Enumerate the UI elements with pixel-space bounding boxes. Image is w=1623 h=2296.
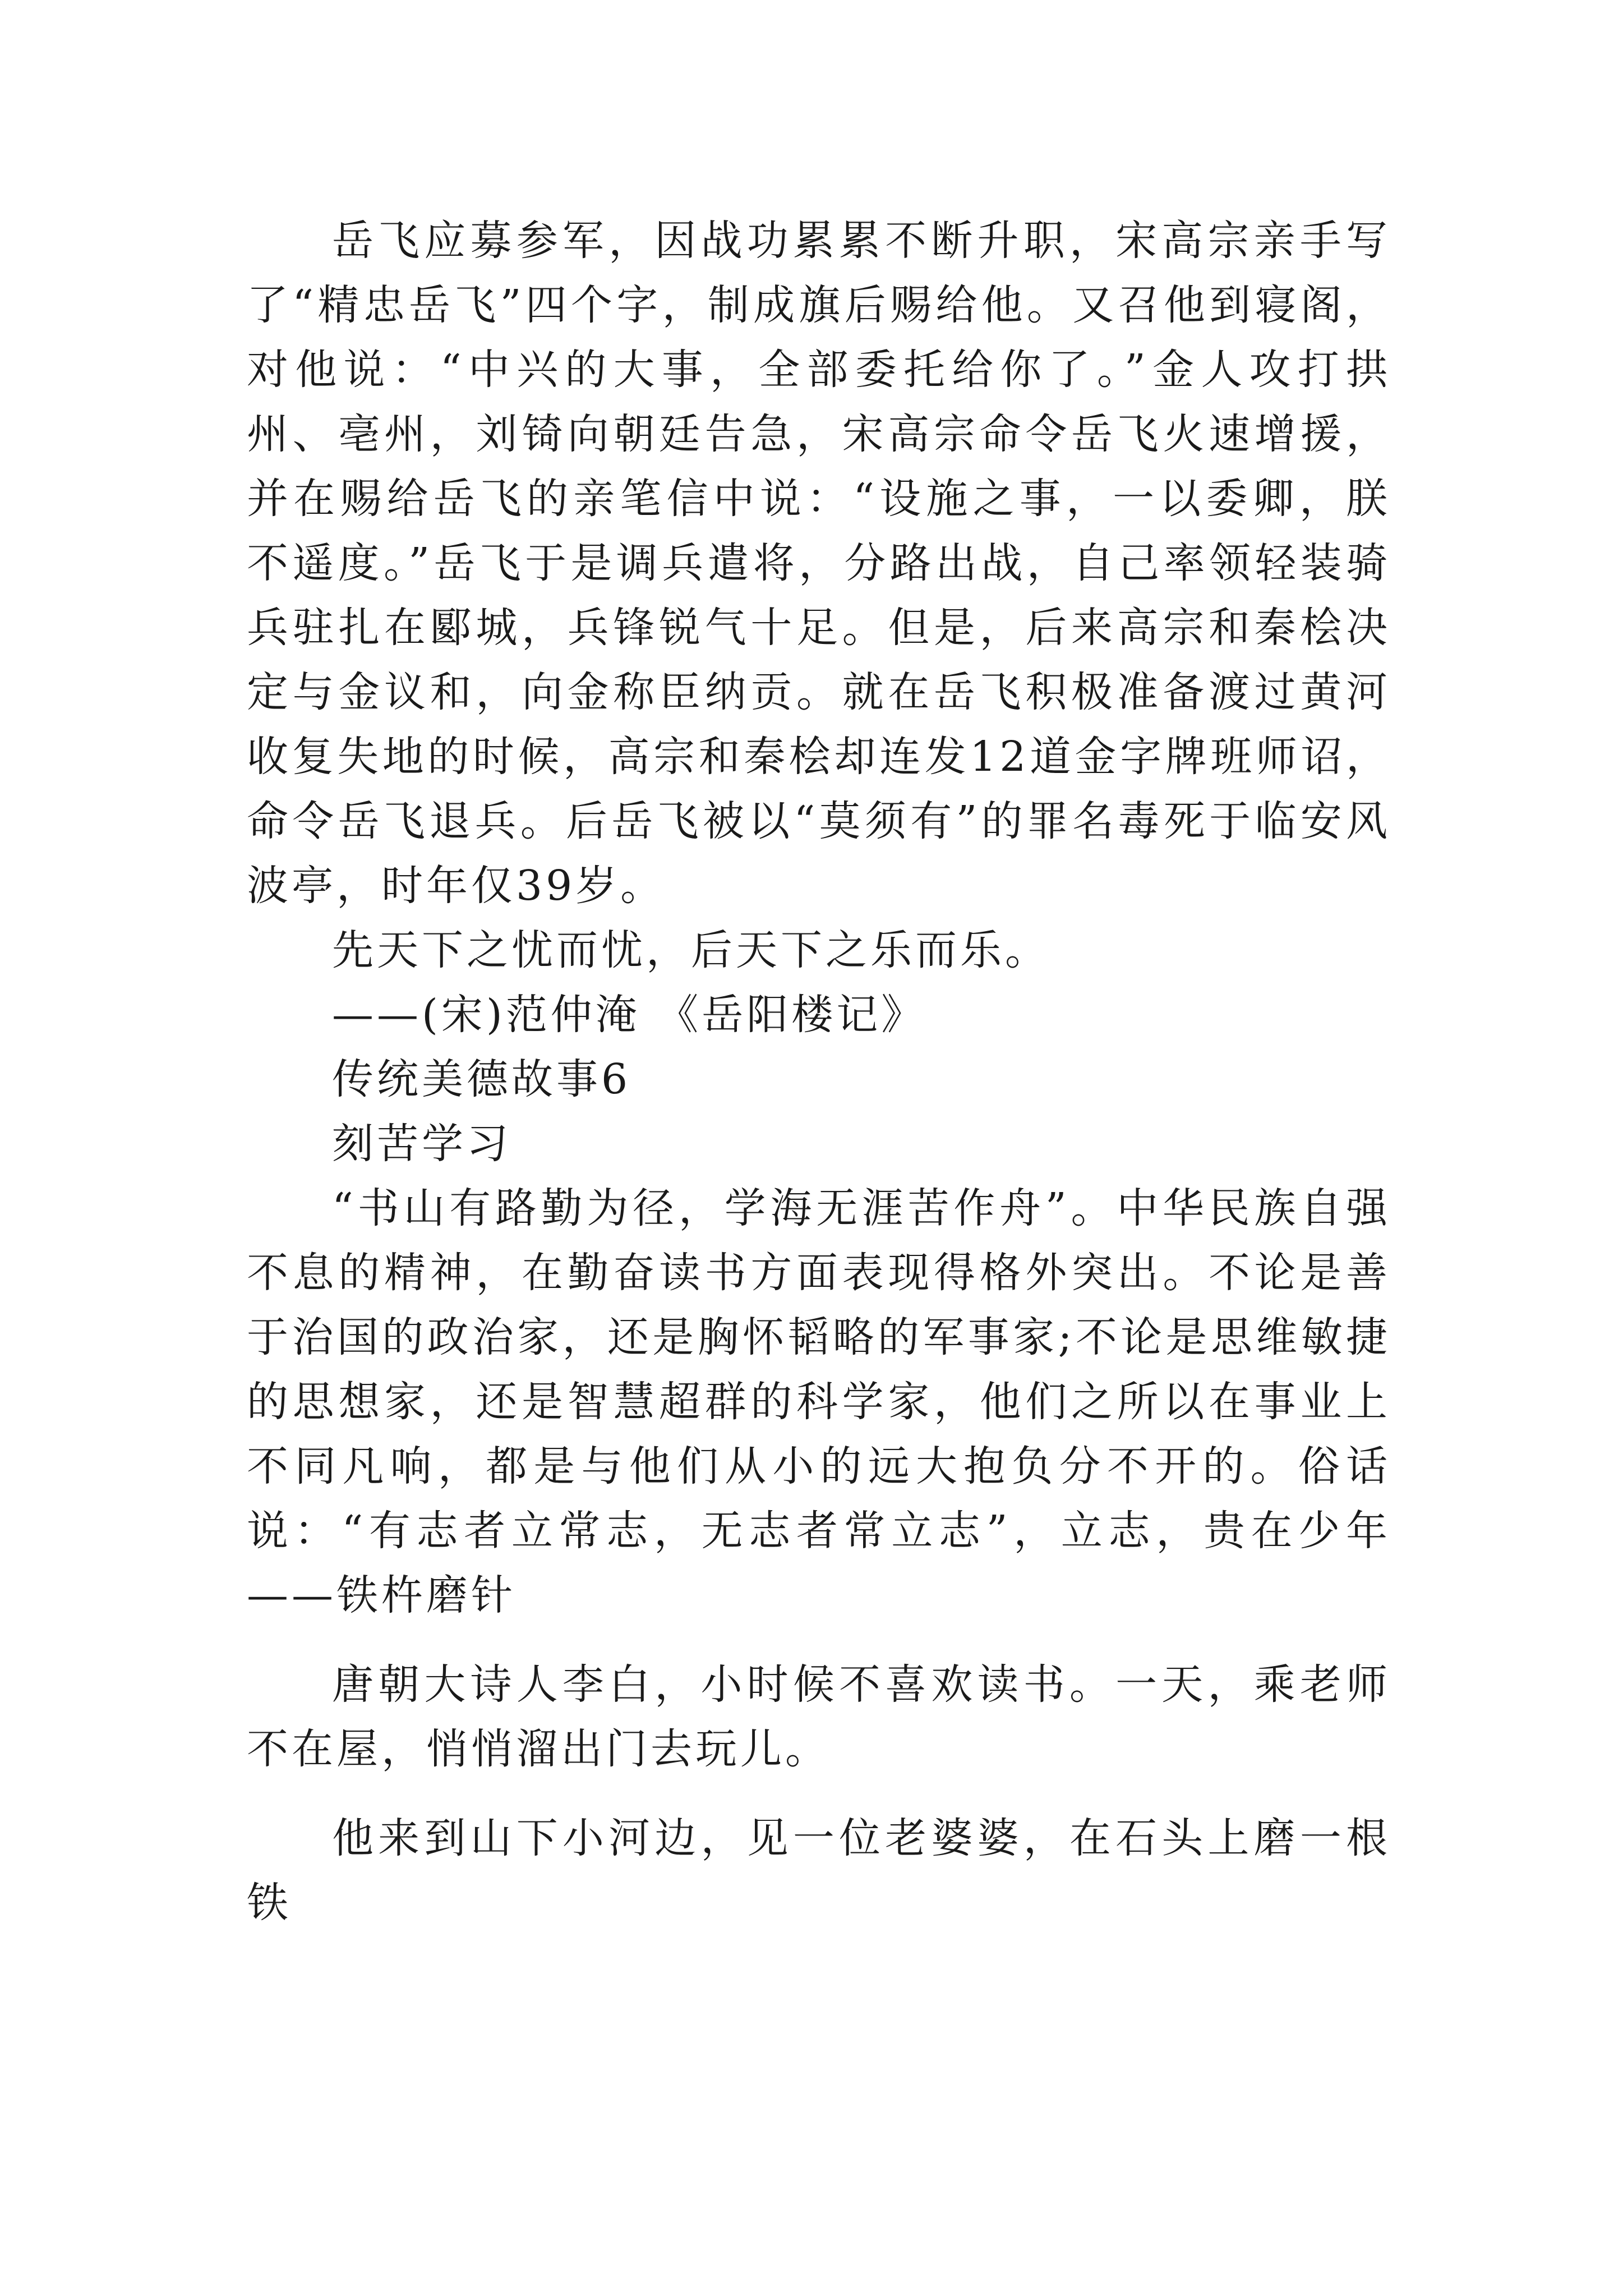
- paragraph-yuefei-story: 岳飞应募参军，因战功累累不断升职，宋高宗亲手写了“精忠岳飞”四个字，制成旗后赐给他。又召他到寝阁，对他说：“中兴的大事，全部委托给你了。”金人攻打拱州、亳州，刘锜向朝廷告急，宋高宗命令岳飞火速增援，并在赐给岳飞的亲笔信中说：“设施之事，一以委卿，朕不遥度。”岳飞于是调兵遣将，分路出战，自己率领轻装骑兵驻扎在郾城，兵锋锐气十足。但是，后来高宗和秦桧决定与金议和，向金称臣纳贡。就在岳飞积极准备渡过黄河收复失地的时候，高宗和秦桧却连发12道金字牌班师诏，命令岳飞退兵。后岳飞被以“莫须有”的罪名毒死于临安风波亭，时年仅39岁。: [247, 217, 1391, 910]
- section-subheading: 刻苦学习: [332, 1120, 511, 1168]
- paragraph-study-intro: “书山有路勤为径，学海无涯苦作舟”。中华民族自强不息的精神，在勤奋读书方面表现得格外突出。不论是善于治国的政治家，还是胸怀韬略的军事家;不论是思维敏捷的思想家，还是智慧超群的科学家，他们之所以在事业上不同凡响，都是与他们从小的远大抱负分不开的。俗话说：“有志者立常志，无志者常立志”，立志，贵在少年——铁杵磨针: [247, 1184, 1391, 1619]
- quote-line: 先天下之忧而忧，后天下之乐而乐。: [332, 926, 1050, 974]
- document-body: [247, 209, 1391, 1935]
- paragraph-libai-2: 他来到山下小河边，见一位老婆婆，在石头上磨一根铁: [247, 1814, 1391, 1927]
- section-heading: 传统美德故事6: [332, 1055, 631, 1103]
- paragraph-libai-1: 唐朝大诗人李白，小时候不喜欢读书。一天，乘老师不在屋，悄悄溜出门去玩儿。: [247, 1660, 1391, 1773]
- quote-source: ——(宋)范仲淹 《岳阳楼记》: [332, 991, 926, 1039]
